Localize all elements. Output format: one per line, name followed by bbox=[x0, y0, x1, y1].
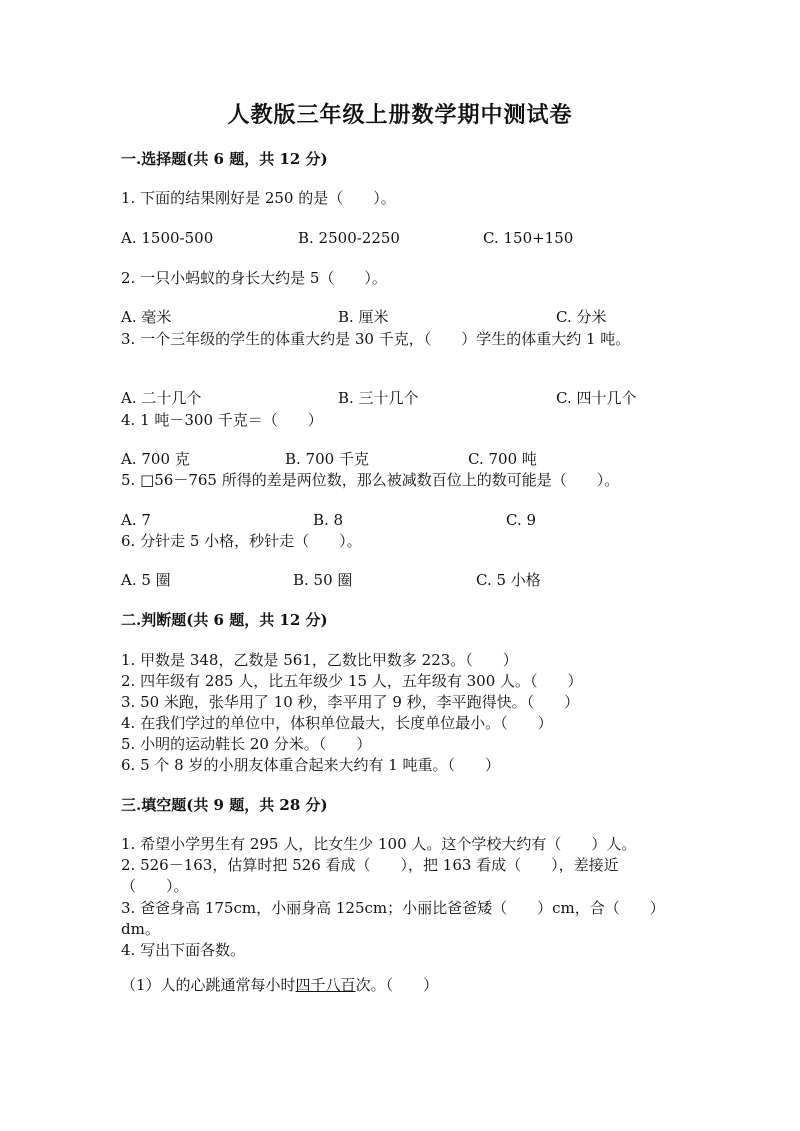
choice-option-c: C. 150+150 bbox=[483, 229, 574, 247]
choice-option-a: A. 5 圈 bbox=[121, 571, 171, 589]
choice-question-1: 1. 下面的结果刚好是 250 的是（ ）。 bbox=[121, 189, 396, 207]
choice-option-c: C. 四十几个 bbox=[556, 389, 637, 407]
judge-item-5: 5. 小明的运动鞋长 20 分米。（ ） bbox=[121, 735, 372, 753]
choice-option-c: C. 9 bbox=[506, 511, 537, 529]
choice-question-5: 5. □56－765 所得的差是两位数，那么被减数百位上的数可能是（ ）。 bbox=[121, 471, 620, 489]
judge-item-4: 4. 在我们学过的单位中，体积单位最大，长度单位最小。（ ） bbox=[121, 714, 553, 732]
choice-question-2: 2. 一只小蚂蚁的身长大约是 5（ ）。 bbox=[121, 269, 387, 287]
subquestion-text: （1）人的心跳通常每小时 bbox=[121, 976, 296, 994]
choice-question-6: 6. 分针走 5 小格，秒针走（ ）。 bbox=[121, 532, 362, 550]
underlined-number-words: 四千八百 bbox=[295, 976, 356, 994]
choice-option-b: B. 三十几个 bbox=[338, 389, 419, 407]
choice-option-a: A. 二十几个 bbox=[121, 389, 202, 407]
fill-question-4: 4. 写出下面各数。 bbox=[121, 941, 246, 959]
choice-option-a: A. 7 bbox=[121, 511, 151, 529]
judge-item-2: 2. 四年级有 285 人，比五年级少 15 人，五年级有 300 人。（ ） bbox=[121, 672, 583, 690]
choice-option-c: C. 分米 bbox=[556, 308, 607, 326]
fill-question-3-continued: dm。 bbox=[121, 920, 160, 938]
section-heading-choice: 一.选择题(共 6 题，共 12 分) bbox=[121, 150, 328, 168]
choice-question-4: 4. 1 吨－300 千克＝（ ） bbox=[121, 411, 323, 429]
section-heading-judge: 二.判断题(共 6 题，共 12 分) bbox=[121, 611, 328, 629]
judge-item-3: 3. 50 米跑，张华用了 10 秒，李平用了 9 秒，李平跑得快。（ ） bbox=[121, 693, 580, 711]
choice-question-3: 3. 一个三年级的学生的体重大约是 30 千克，（ ）学生的体重大约 1 吨。 bbox=[121, 330, 631, 348]
choice-option-b: B. 2500-2250 bbox=[298, 229, 400, 247]
fill-question-3: 3. 爸爸身高 175cm，小丽身高 125cm；小丽比爸爸矮（ ）cm，合（ ） bbox=[121, 899, 665, 917]
choice-option-b: B. 700 千克 bbox=[285, 450, 369, 468]
choice-option-c: C. 5 小格 bbox=[476, 571, 541, 589]
fill-question-2-continued: （ ）。 bbox=[121, 877, 189, 895]
section-heading-fill: 三.填空题(共 9 题，共 28 分) bbox=[121, 796, 328, 814]
fill-question-1: 1. 希望小学男生有 295 人，比女生少 100 人。这个学校大约有（ ）人。 bbox=[121, 835, 637, 853]
judge-item-6: 6. 5 个 8 岁的小朋友体重合起来大约有 1 吨重。（ ） bbox=[121, 756, 501, 774]
choice-option-a: A. 1500-500 bbox=[121, 229, 214, 247]
choice-option-b: B. 50 圈 bbox=[293, 571, 353, 589]
choice-option-a: A. 毫米 bbox=[121, 308, 172, 326]
fill-subquestion-4-1 bbox=[121, 975, 438, 995]
judge-item-1: 1. 甲数是 348，乙数是 561，乙数比甲数多 223。（ ） bbox=[121, 651, 518, 669]
choice-option-b: B. 8 bbox=[313, 511, 344, 529]
choice-option-b: B. 厘米 bbox=[338, 308, 389, 326]
fill-question-2: 2. 526－163，估算时把 526 看成（ ），把 163 看成（ ），差接近 bbox=[121, 856, 619, 874]
subquestion-text-end: 次。（ ） bbox=[355, 976, 439, 994]
page-title: 人教版三年级上册数学期中测试卷 bbox=[227, 102, 573, 128]
choice-option-c: C. 700 吨 bbox=[468, 450, 537, 468]
choice-option-a: A. 700 克 bbox=[121, 450, 190, 468]
